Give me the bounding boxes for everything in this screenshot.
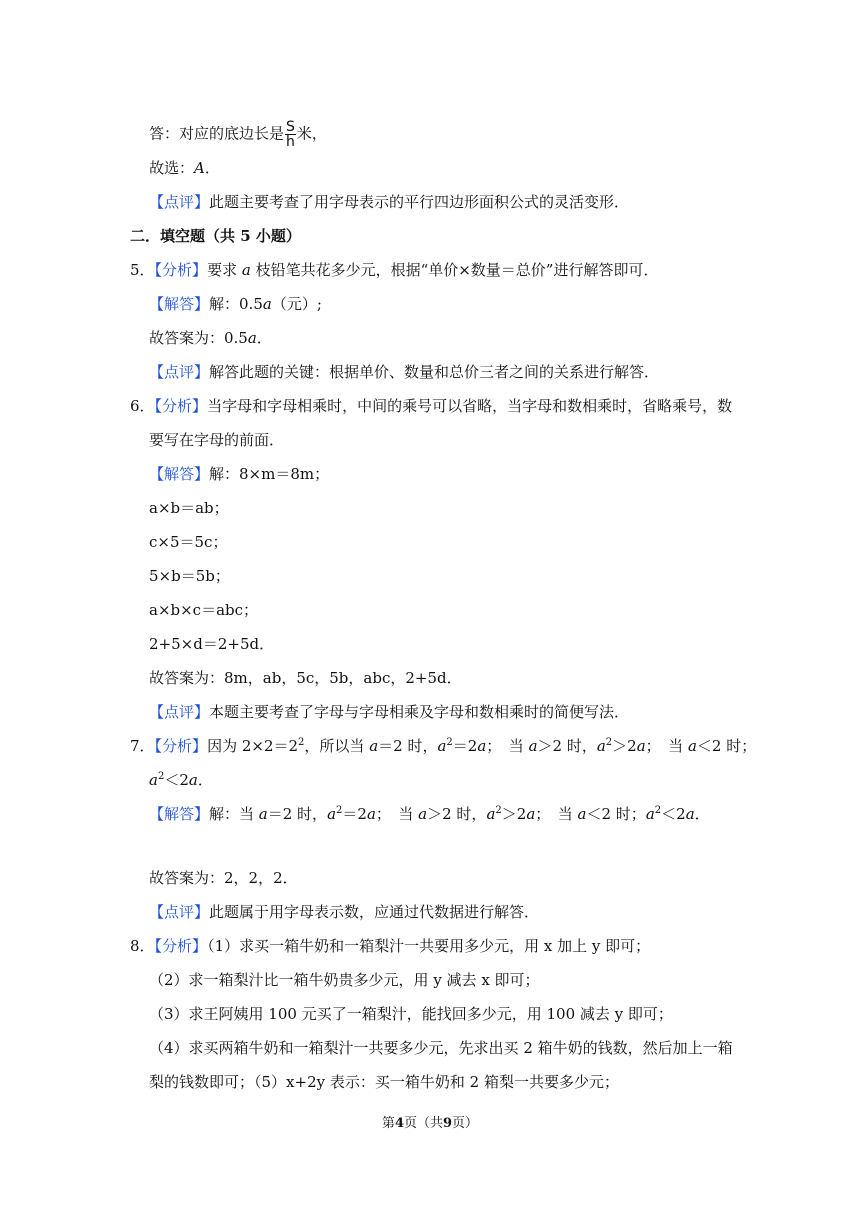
q7-comment: 【点评】此题属于用字母表示数，应通过代数据进行解答． [149, 903, 540, 921]
q8-item-4: （4）求买两箱牛奶和一箱梨汁一共要多少元，先求出买 2 箱牛奶的钱数，然后加上一箱 [149, 1039, 733, 1057]
q7-analysis-cont: $a^2<2a$． [149, 771, 213, 789]
q6-analysis: 6．【分析】当字母和字母相乘时，中间的乘号可以省略，当字母和数相乘时，省略乘号，数 [130, 397, 733, 415]
q5-comment: 【点评】解答此题的关键：根据单价、数量和总价三者之间的关系进行解答． [149, 363, 660, 381]
q6-eq-1: a×b＝ab； [149, 499, 229, 517]
q6-solution: 【解答】解：8×m＝8m； [149, 465, 330, 483]
q6-comment: 【点评】本题主要考查了字母与字母相乘及字母和数相乘时的简便写法． [149, 703, 630, 721]
q7-solution: 【解答】解：当 a＝2 时，$a^2=2a$； 当 a＞2 时，$a^2>2a$； 当 a＜2 时；$a^2<2a$． [149, 805, 710, 823]
q6-eq-4: a×b×c＝abc； [149, 601, 259, 619]
q5-answer: 故答案为：0.5a． [149, 329, 272, 347]
fraction: $\frac{S}{h}$ [286, 119, 295, 150]
q6-answer: 故答案为：8m，ab，5c，5b，abc，2+5d． [149, 669, 462, 687]
q5-solution: 【解答】解：0.5a（元）; [149, 295, 322, 313]
q5-analysis: 5．【分析】要求 a 枝铅笔共花多少元，根据“单价×数量＝总价”进行解答即可． [130, 261, 659, 279]
choice-line: 故选：A． [149, 159, 220, 177]
answer-line: 答：对应的底边长是 $\frac{S}{h}$ 米， [149, 119, 327, 150]
q6-eq-2: c×5＝5c； [149, 533, 228, 551]
q7-analysis: 7．【分析】因为 $2\times 2=2^2$，所以当 a＝2 时，$a^2=2a$； 当 a＞2 时，$a^2>2a$； 当 a＜2 时； [130, 737, 757, 755]
q6-eq-3: 5×b＝5b； [149, 567, 230, 585]
q6-analysis-cont: 要写在字母的前面． [149, 431, 285, 449]
comment-line: 【点评】此题主要考查了用字母表示的平行四边形面积公式的灵活变形． [149, 193, 630, 211]
q6-eq-5: 2+5×d＝2+5d． [149, 635, 275, 653]
q8-analysis: 8．【分析】（1）求买一箱牛奶和一箱梨汁一共要用多少元，用 x 加上 y 即可； [130, 937, 651, 955]
page-footer: 第4页（共9页） [381, 1116, 479, 1131]
q8-item-4-cont: 梨的钱数即可；（5）x+2y 表示：买一箱牛奶和 2 箱梨一共要多少元； [149, 1073, 619, 1091]
q8-item-2: （2）求一箱梨汁比一箱牛奶贵多少元，用 y 减去 x 即可； [149, 971, 540, 989]
q8-item-3: （3）求王阿姨用 100 元买了一箱梨汁，能找回多少元，用 100 减去 y 即可； [149, 1005, 673, 1023]
section-heading: 二．填空题（共 5 小题） [130, 227, 301, 245]
q7-answer: 故答案为：2，2，2． [149, 869, 298, 887]
